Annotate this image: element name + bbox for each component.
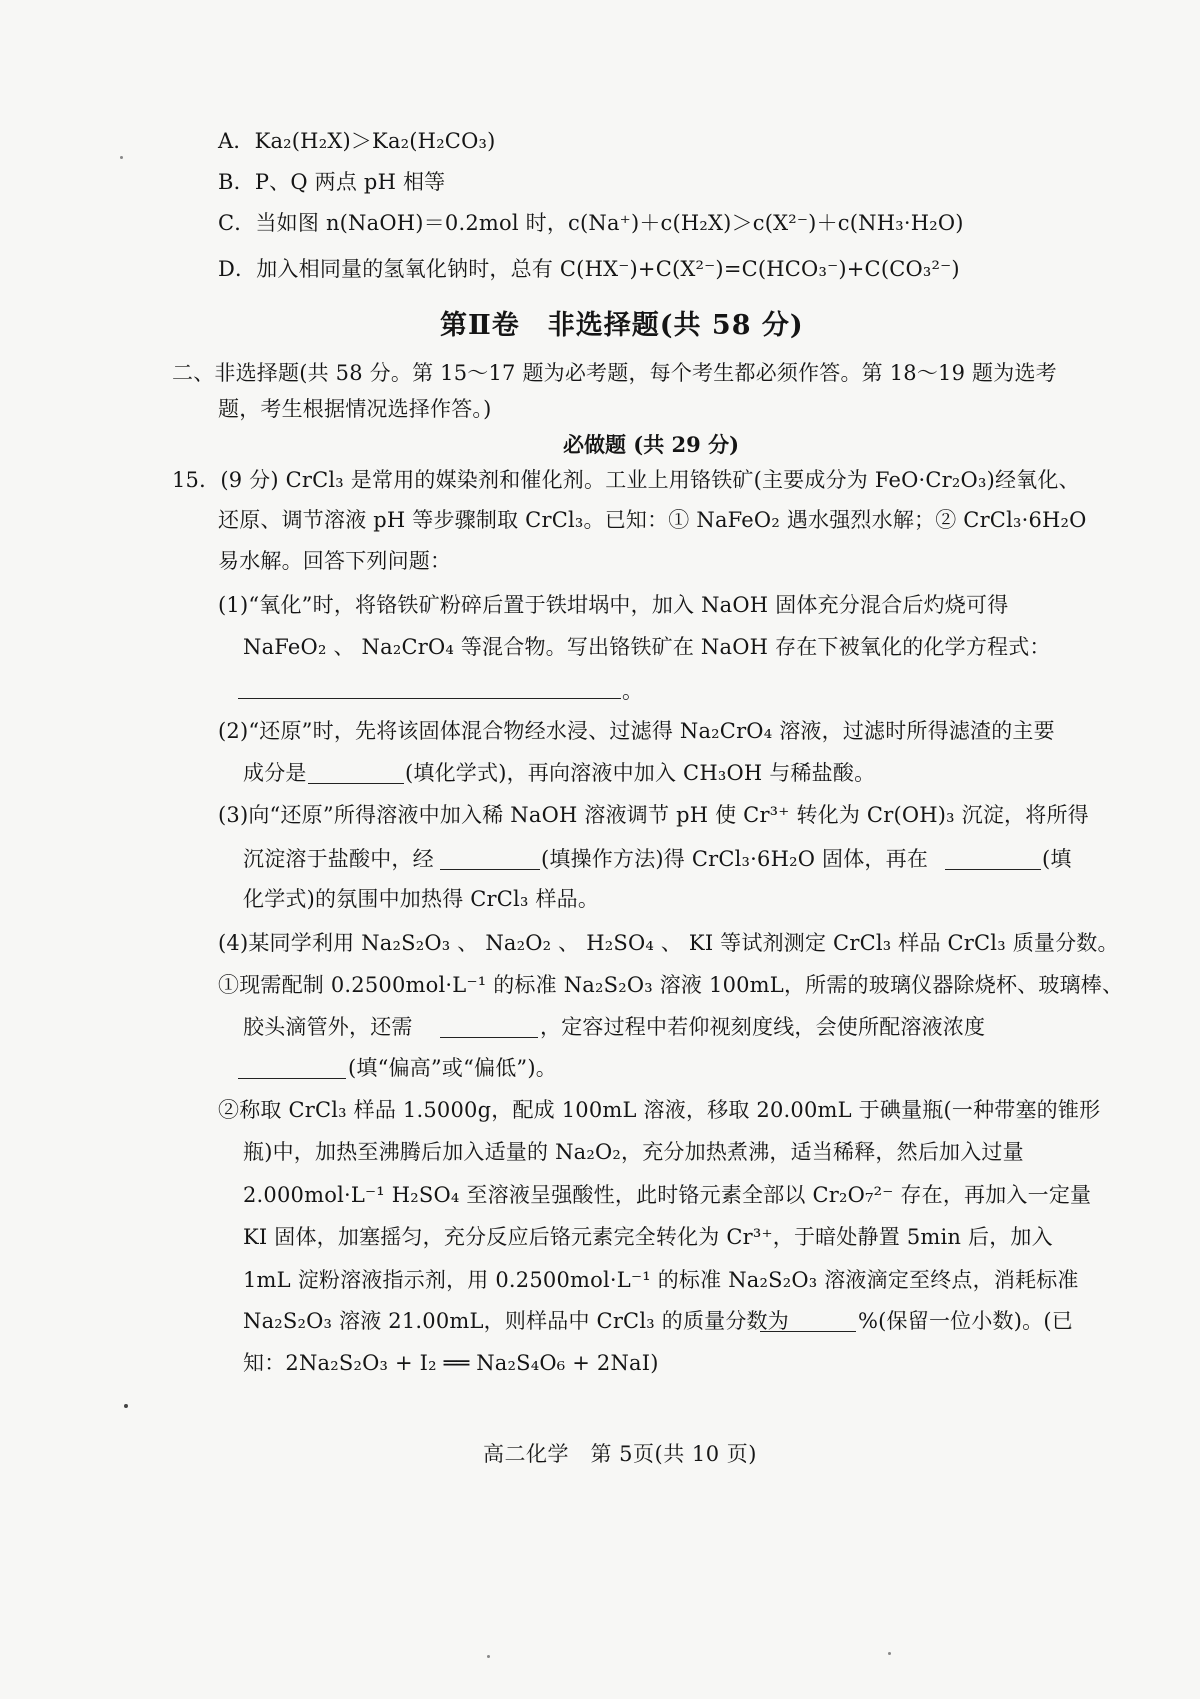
scan-speck (120, 156, 123, 159)
option-d: D．加入相同量的氢氧化钠时，总有 C(HX⁻)+C(X²⁻)=C(HCO₃⁻)+C(CO₃²⁻) (218, 257, 960, 281)
option-b: B．P、Q 两点 pH 相等 (218, 170, 446, 194)
q15-part4b-line6-a: Na₂S₂O₃ 溶液 21.00mL，则样品中 CrCl₃ 的质量分数为 (243, 1309, 789, 1333)
q15-part3-line2-a: 沉淀溶于盐酸中，经 (243, 847, 434, 871)
section-title: 第Ⅱ卷 非选择题(共 58 分) (440, 310, 804, 341)
q15-part4a-line2-b: ，定容过程中若仰视刻度线，会使所配溶液浓度 (540, 1015, 986, 1039)
q15-stem-line2: 还原、调节溶液 pH 等步骤制取 CrCl₃。已知：① NaFeO₂ 遇水强烈水解；② CrCl₃·6H₂O (218, 508, 1087, 532)
q15-part3-line2-b: (填操作方法)得 CrCl₃·6H₂O 固体，再在 (541, 847, 929, 871)
q15-part1-line2: NaFeO₂ 、 Na₂CrO₄ 等混合物。写出铬铁矿在 NaOH 存在下被氧化的化学方程式： (243, 635, 1051, 659)
q15-part4b-line3: 2.000mol·L⁻¹ H₂SO₄ 至溶液呈强酸性，此时铬元素全部以 Cr₂O₇²⁻ 存在，再加入一定量 (243, 1183, 1092, 1207)
answer-blank-3[interactable] (440, 869, 540, 870)
answer-blank-1[interactable] (238, 698, 621, 699)
q15-stem-line1: 15．(9 分) CrCl₃ 是常用的媒染剂和催化剂。工业上用铬铁矿(主要成分为 FeO·Cr₂O₃)经氧化、 (172, 468, 1080, 492)
answer-blank-6[interactable] (238, 1078, 346, 1079)
q15-part4a-line2-a: 胶头滴管外，还需 (243, 1015, 413, 1039)
q15-part4a-line1: ①现需配制 0.2500mol·L⁻¹ 的标准 Na₂S₂O₃ 溶液 100mL，所需的玻璃仪器除烧杯、玻璃棒、 (218, 973, 1124, 997)
q15-part4b-line2: 瓶)中，加热至沸腾后加入适量的 Na₂O₂，充分加热煮沸，适当稀释，然后加入过量 (243, 1140, 1024, 1164)
q15-part1-line3-end: 。 (622, 679, 644, 703)
q15-part4b-line1: ②称取 CrCl₃ 样品 1.5000g，配成 100mL 溶液，移取 20.00mL 于碘量瓶(一种带塞的锥形 (218, 1098, 1101, 1122)
q15-part4b-line4: KI 固体，加塞摇匀，充分反应后铬元素完全转化为 Cr³⁺，于暗处静置 5min 后，加入 (243, 1225, 1053, 1249)
option-a: A．Ka₂(H₂X)＞Ka₂(H₂CO₃) (218, 129, 496, 153)
scan-speck (888, 1652, 891, 1655)
answer-blank-7[interactable] (760, 1331, 856, 1332)
q15-part4a-line3-b: (填“偏高”或“偏低”)。 (348, 1056, 557, 1080)
required-title: 必做题 (共 29 分) (563, 432, 740, 457)
q15-part4b-line5: 1mL 淀粉溶液指示剂，用 0.2500mol·L⁻¹ 的标准 Na₂S₂O₃ 溶液滴定至终点，消耗标准 (243, 1268, 1079, 1292)
q15-part4b-line6-b: %(保留一位小数)。(已 (858, 1309, 1073, 1333)
scan-speck (124, 1404, 128, 1408)
answer-blank-2[interactable] (308, 783, 404, 784)
answer-blank-4[interactable] (945, 869, 1041, 870)
scan-speck (487, 1655, 490, 1658)
section-intro-line1: 二、非选择题(共 58 分。第 15～17 题为必考题，每个考生都必须作答。第 18～19 题为选考 (172, 361, 1057, 385)
page-footer: 高二化学 第 5页(共 10 页) (483, 1442, 757, 1466)
q15-stem-line3: 易水解。回答下列问题： (218, 549, 452, 573)
q15-part3-line1: (3)向“还原”所得溶液中加入稀 NaOH 溶液调节 pH 使 Cr³⁺ 转化为 Cr(OH)₃ 沉淀，将所得 (218, 803, 1089, 827)
q15-part4-line1: (4)某同学利用 Na₂S₂O₃ 、 Na₂O₂ 、 H₂SO₄ 、 KI 等试剂测定 CrCl₃ 样品 CrCl₃ 质量分数。 (218, 931, 1119, 955)
q15-part4b-line7: 知：2Na₂S₂O₃ + I₂ ══ Na₂S₄O₆ + 2NaI) (243, 1351, 659, 1375)
q15-part2-line2-b: (填化学式)，再向溶液中加入 CH₃OH 与稀盐酸。 (405, 761, 876, 785)
answer-blank-5[interactable] (440, 1037, 538, 1038)
q15-part2-line1: (2)“还原”时，先将该固体混合物经水浸、过滤得 Na₂CrO₄ 溶液，过滤时所得滤渣的主要 (218, 719, 1055, 743)
q15-part3-line2-c: (填 (1042, 847, 1072, 871)
section-intro-line2: 题，考生根据情况选择作答。) (218, 397, 492, 421)
q15-part1-line1: (1)“氧化”时，将铬铁矿粉碎后置于铁坩埚中，加入 NaOH 固体充分混合后灼烧可得 (218, 593, 1009, 617)
option-c: C．当如图 n(NaOH)＝0.2mol 时，c(Na⁺)＋c(H₂X)＞c(X²⁻)＋c(NH₃·H₂O) (218, 211, 964, 235)
q15-part2-line2-a: 成分是 (243, 761, 307, 785)
q15-part3-line3: 化学式)的氛围中加热得 CrCl₃ 样品。 (243, 887, 600, 911)
